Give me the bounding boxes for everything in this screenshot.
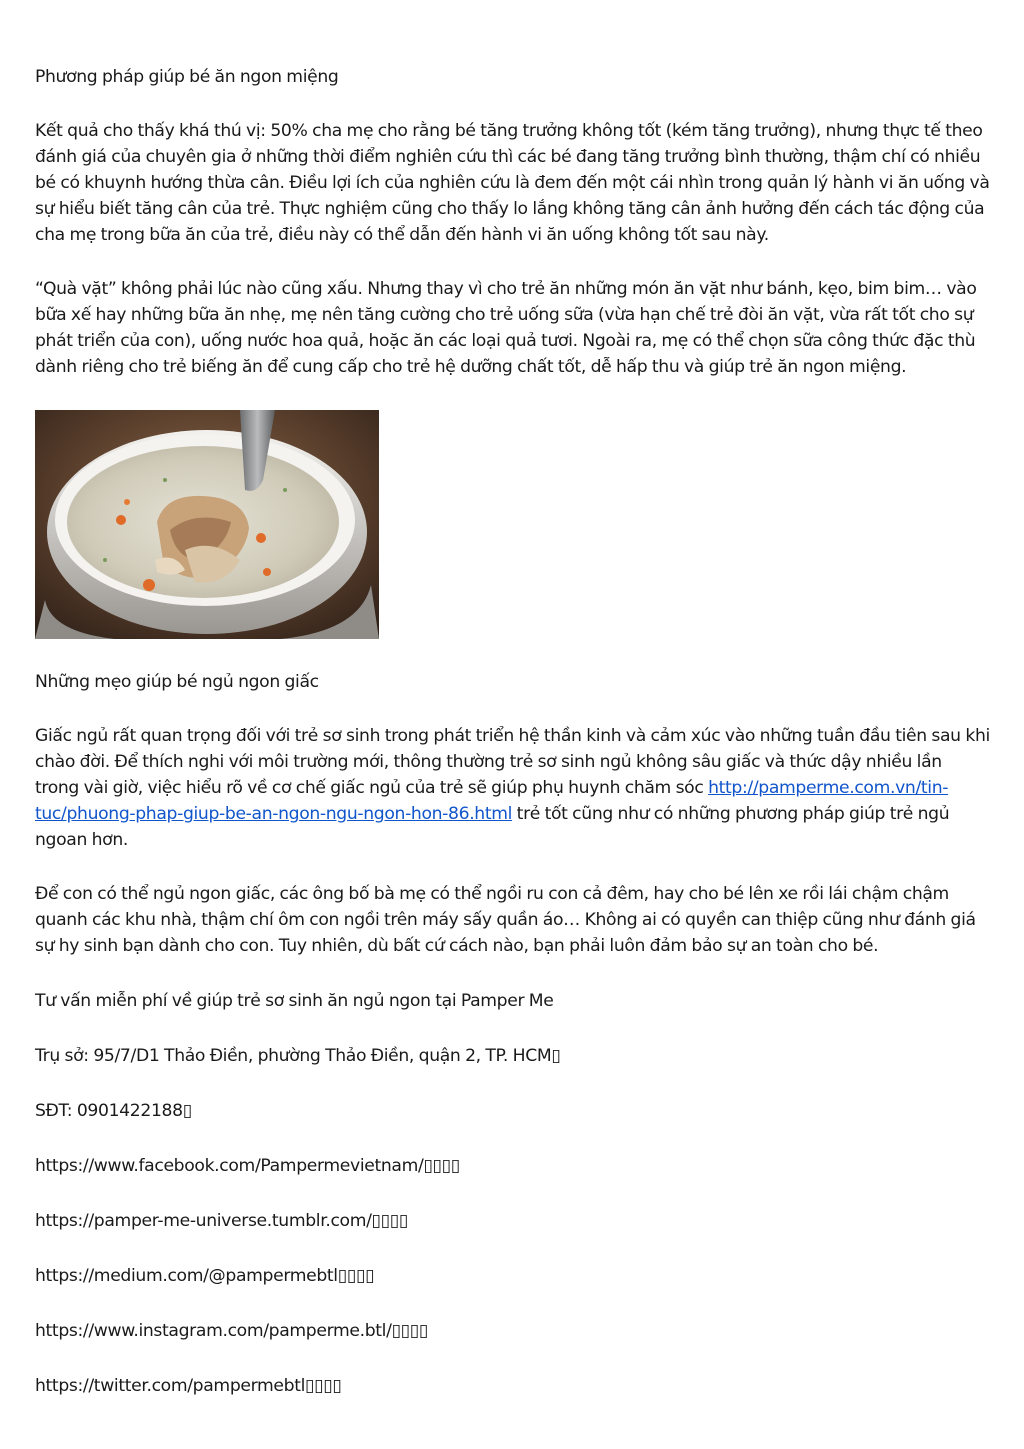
paragraph-sleep bbox=[35, 723, 990, 853]
paragraph-research: Kết quả cho thấy khá thú vị: 50% cha mẹ cho rằng bé tăng trưởng không tốt (kém tăng trưởng), nhưng thực tế theo đánh giá của chuyên gia ở những thời điểm nghiên cứu thì các bé đang tăng trưởng bình thường, thậm chí có nhiều bé có khuynh hướng thừa cân. Điều lợi ích của nghiên cứu là đem đến một cái nhìn trong quản lý hành vi ăn uống và sự hiểu biết tăng cân của trẻ. Thực nghiệm cũng cho thấy lo lắng không tăng cân ảnh hưởng đến cách tác động của cha mẹ trong bữa ăn của trẻ, điều này có thể dẫn đến hành vi ăn uống không tốt sau này. bbox=[35, 121, 990, 245]
paragraph-snacks: “Quà vặt” không phải lúc nào cũng xấu. Nhưng thay vì cho trẻ ăn những món ăn vặt như bánh, kẹo, bim bim… vào bữa xế hay những bữa ăn nhẹ, mẹ nên tăng cường cho trẻ uống sữa (vừa hạn chế trẻ đòi ăn vặt, vừa rất tốt cho sự phát triển của con), uống nước hoa quả, hoặc ăn các loại quả tươi. Ngoài ra, mẹ có thể chọn sữa công thức đặc thù dành riêng cho trẻ biếng ăn để cung cấp cho trẻ hệ dưỡng chất tốt, dễ hấp thu và giúp trẻ ăn ngon miệng. bbox=[35, 279, 977, 377]
missing-glyph-box: ▯ bbox=[365, 1266, 375, 1286]
missing-glyph-box: ▯ bbox=[423, 1156, 433, 1176]
missing-glyph-box: ▯ bbox=[355, 1266, 366, 1286]
phone-line bbox=[35, 1098, 990, 1124]
missing-glyph-box: ▯ bbox=[441, 1156, 451, 1176]
paragraph-sleep-text-before: Giấc ngủ rất quan trọng đối với trẻ sơ sinh trong phát triển hệ thần kinh và cảm xúc vào những tuần đầu tiên sau khi chào đời. Để thích nghi với môi trường mới, thông thường trẻ sơ sinh ngủ không sâu giấc và thức dậy nhiều lần trong vài giờ, việc hiểu rõ về cơ chế giấc ngủ của trẻ sẽ giúp phụ huynh chăm sóc bbox=[35, 726, 990, 798]
missing-glyph-box: ▯ bbox=[305, 1376, 315, 1396]
missing-glyph-box: ▯ bbox=[432, 1156, 442, 1176]
missing-glyph-box: ▯ bbox=[337, 1266, 347, 1286]
consult-line: Tư vấn miễn phí về giúp trẻ sơ sinh ăn ngủ ngon tại Pamper Me bbox=[35, 991, 554, 1011]
section-heading-sleep: Những mẹo giúp bé ngủ ngon giấc bbox=[35, 672, 319, 692]
missing-glyph-box: ▯ bbox=[380, 1211, 390, 1231]
missing-glyph-box: ▯ bbox=[323, 1376, 333, 1396]
medium-line bbox=[35, 1263, 990, 1289]
missing-glyph-box: ▯ bbox=[391, 1321, 401, 1341]
missing-glyph-box: ▯ bbox=[400, 1321, 410, 1341]
document-page bbox=[35, 64, 990, 1399]
missing-glyph-box: ▯ bbox=[371, 1211, 381, 1231]
section-heading-eating: Phương pháp giúp bé ăn ngon miệng bbox=[35, 67, 339, 87]
phone-text: SĐT: 0901422188 bbox=[35, 1101, 183, 1121]
missing-glyph-box: ▯ bbox=[346, 1266, 356, 1286]
paragraph-soothing: Để con có thể ngủ ngon giấc, các ông bố bà mẹ có thể ngồi ru con cả đêm, hay cho bé lên xe rồi lái chậm chậm quanh các khu nhà, thậm chí ôm con ngồi trên máy sấy quần áo… Không ai có quyền can thiệp cũng như đánh giá sự hy sinh bạn dành cho con. Tuy nhiên, dù bất cứ cách nào, bạn phải luôn đảm bảo sự an toàn cho bé. bbox=[35, 884, 976, 956]
missing-glyph-box: ▯ bbox=[409, 1321, 419, 1341]
porridge-bowl-image bbox=[35, 410, 379, 639]
missing-glyph-box: ▯ bbox=[551, 1046, 561, 1066]
facebook-line bbox=[35, 1153, 990, 1179]
tumblr-line bbox=[35, 1208, 990, 1234]
missing-glyph-box: ▯ bbox=[182, 1101, 192, 1121]
address-text: Trụ sở: 95/7/D1 Thảo Điền, phường Thảo Điền, quận 2, TP. HCM bbox=[35, 1046, 552, 1066]
missing-glyph-box: ▯ bbox=[332, 1376, 342, 1396]
twitter-line bbox=[35, 1373, 990, 1399]
instagram-line bbox=[35, 1318, 990, 1344]
instagram-url: https://www.instagram.com/pamperme.btl/ bbox=[35, 1321, 392, 1341]
facebook-url: https://www.facebook.com/Pampermevietnam/ bbox=[35, 1156, 424, 1176]
paragraph-sleep-text-after: trẻ tốt cũng như có những phương pháp giúp trẻ ngủ ngoan hơn. bbox=[35, 804, 950, 850]
missing-glyph-box: ▯ bbox=[398, 1211, 408, 1231]
pamperme-article-link[interactable]: http://pamperme.com.vn/tin-tuc/phuong-phap-giup-be-an-ngon-ngu-ngon-hon-86.html bbox=[35, 778, 949, 824]
missing-glyph-box: ▯ bbox=[314, 1376, 324, 1396]
missing-glyph-box: ▯ bbox=[389, 1211, 399, 1231]
twitter-url: https://twitter.com/pampermebtl bbox=[35, 1376, 306, 1396]
medium-url: https://medium.com/@pampermebtl bbox=[35, 1266, 338, 1286]
missing-glyph-box: ▯ bbox=[450, 1156, 460, 1176]
tumblr-url: https://pamper-me-universe.tumblr.com/ bbox=[35, 1211, 372, 1231]
address-line bbox=[35, 1043, 990, 1069]
missing-glyph-box: ▯ bbox=[418, 1321, 428, 1341]
